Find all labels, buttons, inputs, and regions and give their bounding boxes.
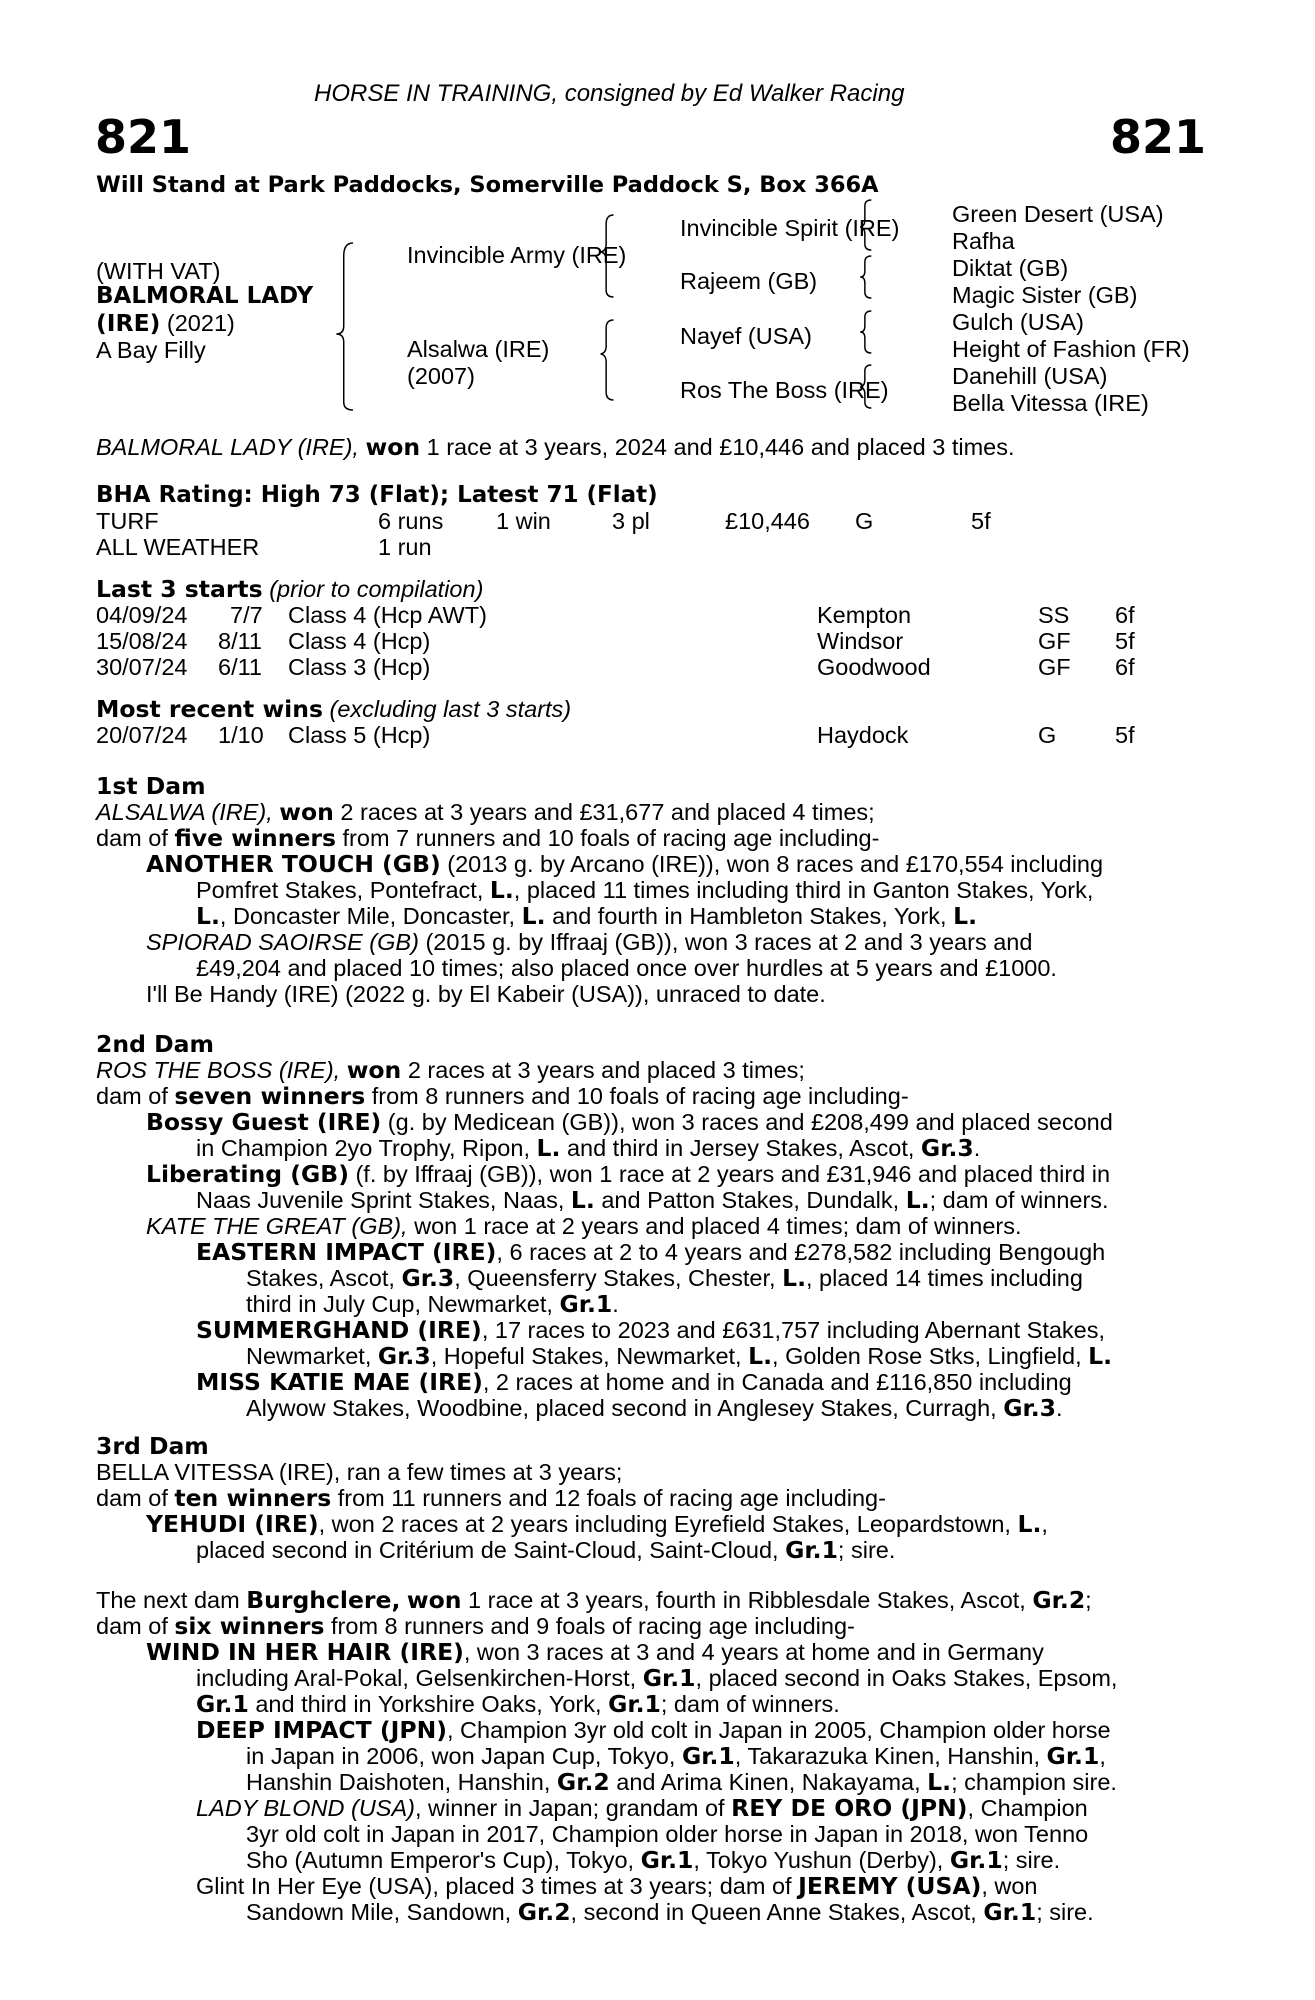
lot-number-left: 821 bbox=[95, 110, 192, 164]
progeny-another-touch-cont: L., Doncaster Mile, Doncaster, L. and fourth in Hambleton Stakes, York, L. bbox=[196, 902, 978, 930]
vat-label: (WITH VAT) bbox=[96, 258, 221, 284]
dam-name: Alsalwa (IRE) bbox=[407, 336, 550, 362]
win-distance: 5f bbox=[1115, 722, 1135, 748]
recent-wins-heading: Most recent wins (excluding last 3 starts) bbox=[96, 695, 572, 723]
sire-dam-dam: Magic Sister (GB) bbox=[952, 282, 1138, 308]
dam-sire-sire: Gulch (USA) bbox=[952, 309, 1084, 335]
start-class: Class 3 (Hcp) bbox=[288, 654, 431, 680]
grandprogeny-lady-blond-cont: Sho (Autumn Emperor's Cup), Tokyo, Gr.1, Tokyo Yushun (Derby), Gr.1; sire. bbox=[246, 1846, 1061, 1874]
progeny-spiorad-saoirse: SPIORAD SAOIRSE (GB) (2015 g. by Iffraaj (GB)), won 3 races at 2 and 3 years and bbox=[146, 929, 1033, 955]
second-dam-record: ROS THE BOSS (IRE), won 2 races at 3 years and placed 3 times; bbox=[96, 1056, 805, 1084]
aw-runs: 1 run bbox=[378, 534, 432, 560]
start-date: 04/09/24 bbox=[96, 602, 188, 628]
start-going: GF bbox=[1038, 628, 1071, 654]
progeny-bossy-guest: Bossy Guest (IRE) (g. by Medicean (GB)), won 3 races and £208,499 and placed second bbox=[146, 1108, 1113, 1136]
bha-rating: BHA Rating: High 73 (Flat); Latest 71 (Flat) bbox=[96, 482, 658, 508]
progeny-wind-in-her-hair: WIND IN HER HAIR (IRE), won 3 races at 3 and 4 years at home and in Germany bbox=[146, 1638, 1044, 1666]
progeny-kate-the-great: KATE THE GREAT (GB), won 1 race at 2 years and placed 4 times; dam of winners. bbox=[146, 1213, 1022, 1239]
start-distance: 6f bbox=[1115, 654, 1135, 680]
grandprogeny-lady-blond: LADY BLOND (USA), winner in Japan; grandam of REY DE ORO (JPN), Champion bbox=[196, 1794, 1088, 1822]
turf-runs: 6 runs bbox=[378, 508, 444, 534]
start-position: 7/7 bbox=[230, 602, 263, 628]
third-dam-heading: 3rd Dam bbox=[96, 1432, 209, 1460]
start-course: Kempton bbox=[817, 602, 912, 628]
start-going: GF bbox=[1038, 654, 1071, 680]
start-distance: 5f bbox=[1115, 628, 1135, 654]
start-distance: 6f bbox=[1115, 602, 1135, 628]
turf-label: TURF bbox=[96, 508, 159, 534]
first-dam-heading: 1st Dam bbox=[96, 772, 206, 800]
win-position: 1/10 bbox=[218, 722, 264, 748]
progeny-yehudi-cont: placed second in Critérium de Saint-Cloud, Saint-Cloud, Gr.1; sire. bbox=[196, 1536, 896, 1564]
dam-sire-dam: Height of Fashion (FR) bbox=[952, 336, 1190, 362]
third-dam-record: BELLA VITESSA (IRE), ran a few times at 3 years; bbox=[96, 1459, 623, 1485]
progeny-another-touch: ANOTHER TOUCH (GB) (2013 g. by Arcano (IRE)), won 8 races and £170,554 including bbox=[146, 850, 1104, 878]
third-dam-produce: dam of ten winners from 11 runners and 12 foals of racing age including- bbox=[96, 1484, 886, 1512]
horse-name: BALMORAL LADY bbox=[96, 283, 314, 309]
turf-placed: 3 pl bbox=[612, 508, 650, 534]
dam-dam-dam: Bella Vitessa (IRE) bbox=[952, 390, 1149, 416]
grandprogeny-summerghand-cont: Newmarket, Gr.3, Hopeful Stakes, Newmarket, L., Golden Rose Stks, Lingfield, L. bbox=[246, 1342, 1113, 1370]
race-summary: BALMORAL LADY (IRE), won 1 race at 3 years, 2024 and £10,446 and placed 3 times. bbox=[96, 433, 1015, 461]
progeny-wind-in-her-hair-cont: Gr.1 and third in Yorkshire Oaks, York, Gr.1; dam of winners. bbox=[196, 1690, 840, 1718]
sire-sire-sire: Green Desert (USA) bbox=[952, 201, 1164, 227]
lot-number-right: 821 bbox=[1110, 110, 1207, 164]
start-position: 8/11 bbox=[218, 628, 262, 654]
start-class: Class 4 (Hcp AWT) bbox=[288, 602, 487, 628]
win-going: G bbox=[1038, 722, 1057, 748]
aw-label: ALL WEATHER bbox=[96, 534, 260, 560]
grandprogeny-deep-impact: DEEP IMPACT (JPN), Champion 3yr old colt in Japan in 2005, Champion older horse bbox=[196, 1716, 1111, 1744]
consignment-line: HORSE IN TRAINING, consigned by Ed Walker Racing bbox=[314, 80, 905, 107]
start-class: Class 4 (Hcp) bbox=[288, 628, 431, 654]
start-course: Windsor bbox=[817, 628, 904, 654]
start-course: Goodwood bbox=[817, 654, 931, 680]
grandprogeny-eastern-impact: EASTERN IMPACT (IRE), 6 races at 2 to 4 years and £278,582 including Bengough bbox=[196, 1238, 1106, 1266]
win-course: Haydock bbox=[817, 722, 909, 748]
turf-distance: 5f bbox=[971, 508, 991, 534]
sire-dam: Rajeem (GB) bbox=[680, 268, 818, 294]
win-class: Class 5 (Hcp) bbox=[288, 722, 431, 748]
start-going: SS bbox=[1038, 602, 1070, 628]
grandprogeny-deep-impact-cont: Hanshin Daishoten, Hanshin, Gr.2 and Arima Kinen, Nakayama, L.; champion sire. bbox=[246, 1768, 1117, 1796]
second-dam-heading: 2nd Dam bbox=[96, 1030, 214, 1058]
progeny-spiorad-saoirse-cont: £49,204 and placed 10 times; also placed once over hurdles at 5 years and £1000. bbox=[196, 955, 1057, 981]
start-date: 15/08/24 bbox=[96, 628, 188, 654]
first-dam-produce: dam of five winners from 7 runners and 10 foals of racing age including- bbox=[96, 824, 880, 852]
grandprogeny-glint-in-her-eye-cont: Sandown Mile, Sandown, Gr.2, second in Queen Anne Stakes, Ascot, Gr.1; sire. bbox=[246, 1898, 1094, 1926]
grandprogeny-eastern-impact-cont: third in July Cup, Newmarket, Gr.1. bbox=[246, 1290, 619, 1318]
grandprogeny-lady-blond-cont: 3yr old colt in Japan in 2017, Champion older horse in Japan in 2018, won Tenno bbox=[246, 1821, 1089, 1847]
progeny-yehudi: YEHUDI (IRE), won 2 races at 2 years including Eyrefield Stakes, Leopardstown, L., bbox=[146, 1510, 1048, 1538]
sire-name: Invincible Army (IRE) bbox=[407, 242, 627, 268]
grandprogeny-deep-impact-cont: in Japan in 2006, won Japan Cup, Tokyo, Gr.1, Takarazuka Kinen, Hanshin, Gr.1, bbox=[246, 1742, 1106, 1770]
progeny-ill-be-handy: I'll Be Handy (IRE) (2022 g. by El Kabeir (USA)), unraced to date. bbox=[146, 981, 826, 1007]
grandprogeny-glint-in-her-eye: Glint In Her Eye (USA), placed 3 times at 3 years; dam of JEREMY (USA), won bbox=[196, 1872, 1038, 1900]
horse-description: A Bay Filly bbox=[96, 337, 206, 363]
progeny-liberating-cont: Naas Juvenile Sprint Stakes, Naas, L. and Patton Stakes, Dundalk, L.; dam of winners. bbox=[196, 1186, 1109, 1214]
progeny-bossy-guest-cont: in Champion 2yo Trophy, Ripon, L. and third in Jersey Stakes, Ascot, Gr.3. bbox=[196, 1134, 981, 1162]
sire-sire: Invincible Spirit (IRE) bbox=[680, 215, 900, 241]
dam-year: (2007) bbox=[407, 363, 475, 389]
turf-wins: 1 win bbox=[496, 508, 551, 534]
dam-dam: Ros The Boss (IRE) bbox=[680, 377, 889, 403]
win-date: 20/07/24 bbox=[96, 722, 188, 748]
grandprogeny-eastern-impact-cont: Stakes, Ascot, Gr.3, Queensferry Stakes, Chester, L., placed 14 times including bbox=[246, 1264, 1083, 1292]
start-position: 6/11 bbox=[218, 654, 262, 680]
first-dam-record: ALSALWA (IRE), won 2 races at 3 years and £31,677 and placed 4 times; bbox=[96, 798, 875, 826]
sire-dam-sire: Diktat (GB) bbox=[952, 255, 1069, 281]
sire-sire-dam: Rafha bbox=[952, 228, 1015, 254]
progeny-liberating: Liberating (GB) (f. by Iffraaj (GB)), won 1 race at 2 years and £31,946 and placed third in bbox=[146, 1160, 1111, 1188]
horse-origin-year: (IRE) (2021) bbox=[96, 309, 235, 337]
turf-prize: £10,446 bbox=[725, 508, 810, 534]
dam-dam-sire: Danehill (USA) bbox=[952, 363, 1108, 389]
last-starts-heading: Last 3 starts (prior to compilation) bbox=[96, 575, 484, 603]
next-dam-produce: dam of six winners from 8 runners and 9 foals of racing age including- bbox=[96, 1612, 855, 1640]
progeny-another-touch-cont: Pomfret Stakes, Pontefract, L., placed 11 times including third in Ganton Stakes, York, bbox=[196, 876, 1094, 904]
start-date: 30/07/24 bbox=[96, 654, 188, 680]
grandprogeny-summerghand: SUMMERGHAND (IRE), 17 races to 2023 and £631,757 including Abernant Stakes, bbox=[196, 1316, 1106, 1344]
second-dam-produce: dam of seven winners from 8 runners and 10 foals of racing age including- bbox=[96, 1082, 909, 1110]
stand-location: Will Stand at Park Paddocks, Somerville Paddock S, Box 366A bbox=[96, 172, 879, 198]
grandprogeny-miss-katie-mae: MISS KATIE MAE (IRE), 2 races at home and in Canada and £116,850 including bbox=[196, 1368, 1072, 1396]
next-dam-record: The next dam Burghclere, won 1 race at 3 years, fourth in Ribblesdale Stakes, Ascot, Gr.2; bbox=[96, 1586, 1092, 1614]
dam-sire: Nayef (USA) bbox=[680, 323, 812, 349]
grandprogeny-miss-katie-mae-cont: Alywow Stakes, Woodbine, placed second in Anglesey Stakes, Curragh, Gr.3. bbox=[246, 1394, 1063, 1422]
turf-going: G bbox=[855, 508, 874, 534]
progeny-wind-in-her-hair-cont: including Aral-Pokal, Gelsenkirchen-Horst, Gr.1, placed second in Oaks Stakes, Epsom, bbox=[196, 1664, 1118, 1692]
